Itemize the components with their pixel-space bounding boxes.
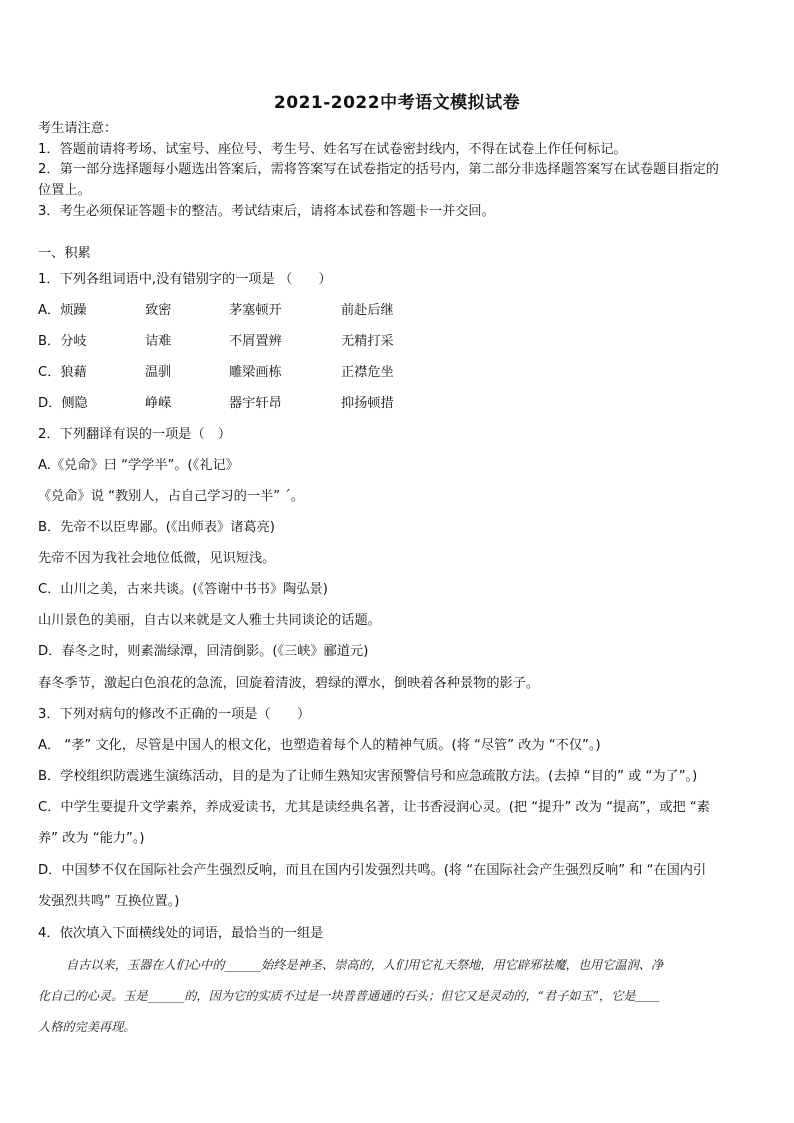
question-stem: 4．依次填入下面横线处的词语，最恰当的一组是 xyxy=(38,926,324,941)
option-label: D．侧隐 xyxy=(38,396,88,411)
notice-item: 3．考生必须保证答题卡的整洁。考试结束后，请将本试卷和答题卡一并交回。 xyxy=(38,204,495,219)
option-word: 温驯 xyxy=(145,365,172,380)
passage-line: 化自己的心灵。玉是______的，因为它的实质不过是一块普普通通的石头；但它又是灵动的，“君子如玉”，它是＿＿ xyxy=(38,989,660,1003)
option-word: 茅塞顿开 xyxy=(229,303,282,318)
notice-item: 位置上。 xyxy=(38,183,91,198)
option-label: B．分岐 xyxy=(38,334,87,349)
question-line: A.《兑命》曰 “学学半”。(《礼记》 xyxy=(38,458,239,473)
option-label: C．狼藉 xyxy=(38,365,87,380)
page-title: 2021-2022中考语文模拟试卷 xyxy=(273,93,521,113)
option-word: 雕梁画栋 xyxy=(229,365,282,380)
option-word: 峥嵘 xyxy=(145,396,172,411)
passage-line: 自古以来，玉器在人们心中的______始终是神圣、崇高的，人们用它礼天祭地，用它辟邪祛魔，也用它温润、净 xyxy=(66,958,664,972)
question-line: 《兑命》说 “教别人，占自己学习的一半” ˊ。 xyxy=(38,489,305,504)
question-stem: 2．下列翻译有误的一项是（ ） xyxy=(38,427,232,442)
question-line: B．先帝不以臣卑鄙。(《出师表》诸葛亮) xyxy=(38,520,275,535)
question-line: 先帝不因为我社会地位低微，见识短浅。 xyxy=(38,551,276,566)
question-line: B．学校组织防震逃生演练活动，目的是为了让师生熟知灾害预警信号和应急疏散方法。(去掉 “目的” 或 “为了”。) xyxy=(38,769,698,784)
option-word: 致密 xyxy=(145,303,172,318)
question-stem: 1．下列各组词语中,没有错别字的一项是 （ ） xyxy=(38,272,332,287)
notice-item: 1．答题前请将考场、试室号、座位号、考生号、姓名写在试卷密封线内，不得在试卷上作任何标记。 xyxy=(38,142,627,157)
option-label: A．烦躁 xyxy=(38,303,87,318)
question-line: C．中学生要提升文学素养，养成爱读书，尤其是读经典名著，让书香浸润心灵。(把 “提升” 改为 “提高”，或把 “素 xyxy=(38,800,710,815)
passage-line: 人格的完美再现。 xyxy=(38,1020,136,1034)
question-stem: 3．下列对病句的修改不正确的一项是（ ） xyxy=(38,707,311,722)
question-line: D．春冬之时，则素湍绿潭，回清倒影。(《三峡》郦道元) xyxy=(38,644,369,659)
option-word: 不屑置辨 xyxy=(229,334,282,349)
question-line: A． “孝” 文化，尽管是中国人的根文化，也塑造着每个人的精神气质。(将 “尽管” 改为 “不仅”。) xyxy=(38,738,601,753)
notice-item: 2．第一部分选择题每小题选出答案后，需将答案写在试卷指定的括号内，第二部分非选择题答案写在试卷题目指定的 xyxy=(38,162,719,177)
section-heading: 一、积累 xyxy=(38,246,91,261)
notice-heading: 考生请注意： xyxy=(38,121,118,136)
option-word: 前赴后继 xyxy=(341,303,394,318)
option-word: 诘难 xyxy=(145,334,172,349)
question-line: 春冬季节，激起白色浪花的急流，回旋着清波，碧绿的潭水，倒映着各种景物的影子。 xyxy=(38,676,540,691)
question-line: D．中国梦不仅在国际社会产生强烈反响，而且在国内引发强烈共鸣。(将 “在国际社会产生强烈反响” 和 “在国内引 xyxy=(38,863,707,878)
question-line: 发强烈共鸣” 互换位置。) xyxy=(38,894,180,909)
question-line: 养” 改为 “能力”。) xyxy=(38,831,145,846)
option-word: 正襟危坐 xyxy=(341,365,394,380)
option-word: 无精打采 xyxy=(341,334,394,349)
question-line: 山川景色的美丽，自古以来就是文人雅士共同谈论的话题。 xyxy=(38,613,381,628)
question-line: C．山川之美，古来共谈。(《答谢中书书》陶弘景) xyxy=(38,582,328,597)
option-word: 器宇轩昂 xyxy=(229,396,282,411)
option-word: 抑扬顿措 xyxy=(341,396,394,411)
